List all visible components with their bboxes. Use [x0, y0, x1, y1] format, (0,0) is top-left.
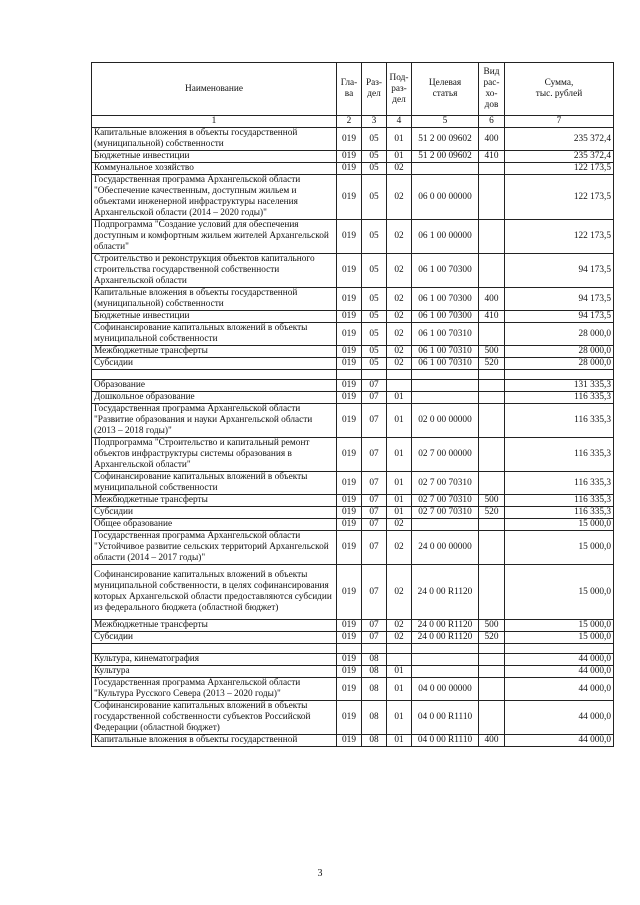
- cell-glava: 019: [337, 311, 362, 323]
- table-row: [92, 323, 614, 346]
- cell-summa: 44 000,0: [505, 735, 614, 747]
- cell-statya: 24 0 00 00000: [412, 531, 479, 565]
- cell-vid: 400: [479, 735, 505, 747]
- cell-razdel: 08: [362, 678, 387, 701]
- table-row: [92, 151, 614, 163]
- cell-glava: 019: [337, 163, 362, 175]
- cell-summa: 116 335,3: [505, 404, 614, 438]
- cell-summa: 28 000,0: [505, 346, 614, 358]
- cell-razdel: 07: [362, 507, 387, 519]
- cell-glava: 019: [337, 151, 362, 163]
- cell-podrazdel: 02: [387, 323, 412, 346]
- header-razdel: Раз- дел: [362, 63, 387, 116]
- cell-vid: [479, 220, 505, 254]
- cell-vid: [479, 472, 505, 495]
- cell-podrazdel: 01: [387, 507, 412, 519]
- cell-podrazdel: 02: [387, 311, 412, 323]
- cell-statya: [412, 163, 479, 175]
- cell-statya: [412, 380, 479, 392]
- cell-statya: 06 1 00 70310: [412, 346, 479, 358]
- cell-name: Софинансирование капитальных вложений в объекты муниципальной собственности, в целях софинансирования которых Архангельской области предоставляются субсидии из федерального бюджета (областной бюджет): [92, 565, 337, 620]
- cell-razdel: 05: [362, 128, 387, 151]
- cell-name: Подпрограмма "Строительство и капитальный ремонт объектов инфраструктуры системы образования в Архангельской области": [92, 438, 337, 472]
- column-number-row: [92, 116, 614, 128]
- cell-glava: 019: [337, 128, 362, 151]
- cell-glava: 019: [337, 678, 362, 701]
- cell-name: Субсидии: [92, 358, 337, 370]
- header-row: [92, 63, 614, 116]
- cell-summa: 44 000,0: [505, 666, 614, 678]
- cell-summa: 94 173,5: [505, 254, 614, 288]
- table-row: [92, 220, 614, 254]
- cell-name: Культура, кинематография: [92, 654, 337, 666]
- cell-podrazdel: 02: [387, 565, 412, 620]
- table-row: [92, 632, 614, 644]
- cell-glava: 019: [337, 654, 362, 666]
- cell-podrazdel: 02: [387, 358, 412, 370]
- cell-summa: 122 173,5: [505, 163, 614, 175]
- cell-summa: 94 173,5: [505, 288, 614, 311]
- cell-summa: 15 000,0: [505, 632, 614, 644]
- cell-summa: 116 335,3: [505, 472, 614, 495]
- cell-statya: 02 7 00 70310: [412, 495, 479, 507]
- table-row: [92, 404, 614, 438]
- cell-glava: 019: [337, 472, 362, 495]
- spacer-cell: [92, 644, 337, 654]
- cell-statya: 04 0 00 R1110: [412, 735, 479, 747]
- cell-glava: 019: [337, 220, 362, 254]
- header-summa: Сумма, тыс. рублей: [505, 63, 614, 116]
- table-row: [92, 392, 614, 404]
- cell-vid: [479, 392, 505, 404]
- cell-vid: 520: [479, 358, 505, 370]
- cell-vid: [479, 438, 505, 472]
- cell-vid: 500: [479, 346, 505, 358]
- cell-podrazdel: 02: [387, 175, 412, 220]
- cell-name: Межбюджетные трансферты: [92, 495, 337, 507]
- cell-podrazdel: 02: [387, 288, 412, 311]
- cell-podrazdel: 01: [387, 735, 412, 747]
- cell-summa: 122 173,5: [505, 220, 614, 254]
- cell-summa: 94 173,5: [505, 311, 614, 323]
- cell-name: Коммунальное хозяйство: [92, 163, 337, 175]
- cell-podrazdel: [387, 380, 412, 392]
- cell-glava: 019: [337, 735, 362, 747]
- cell-razdel: 07: [362, 531, 387, 565]
- cell-vid: 410: [479, 311, 505, 323]
- cell-razdel: 07: [362, 472, 387, 495]
- spacer-cell: [479, 370, 505, 380]
- cell-summa: 235 372,4: [505, 128, 614, 151]
- cell-statya: 02 7 00 70310: [412, 507, 479, 519]
- cell-podrazdel: 02: [387, 254, 412, 288]
- cell-statya: [412, 654, 479, 666]
- cell-vid: 500: [479, 620, 505, 632]
- cell-razdel: 07: [362, 404, 387, 438]
- col-number: 2: [337, 116, 362, 128]
- cell-statya: 06 1 00 70310: [412, 358, 479, 370]
- cell-statya: 06 1 00 70300: [412, 254, 479, 288]
- cell-vid: [479, 380, 505, 392]
- spacer-cell: [387, 644, 412, 654]
- cell-razdel: 05: [362, 346, 387, 358]
- cell-podrazdel: 02: [387, 220, 412, 254]
- cell-podrazdel: 02: [387, 163, 412, 175]
- cell-statya: 02 0 00 00000: [412, 404, 479, 438]
- cell-statya: 51 2 00 09602: [412, 128, 479, 151]
- cell-statya: [412, 666, 479, 678]
- spacer-cell: [412, 370, 479, 380]
- cell-vid: 400: [479, 288, 505, 311]
- cell-podrazdel: 01: [387, 151, 412, 163]
- cell-summa: 15 000,0: [505, 519, 614, 531]
- spacer-cell: [479, 644, 505, 654]
- cell-vid: [479, 519, 505, 531]
- cell-name: Софинансирование капитальных вложений в объекты государственной собственности субъектов Российской Федерации (областной бюджет): [92, 701, 337, 735]
- header-glava: Гла- ва: [337, 63, 362, 116]
- cell-razdel: 07: [362, 380, 387, 392]
- cell-glava: 019: [337, 392, 362, 404]
- table-row: [92, 701, 614, 735]
- cell-razdel: 07: [362, 565, 387, 620]
- header-podrazdel: Под- раз- дел: [387, 63, 412, 116]
- cell-name: Государственная программа Архангельской области "Устойчивое развитие сельских территорий Архангельской области (2014 – 2017 годы)": [92, 531, 337, 565]
- col-number: 5: [412, 116, 479, 128]
- cell-name: Образование: [92, 380, 337, 392]
- cell-razdel: 08: [362, 735, 387, 747]
- cell-summa: 44 000,0: [505, 701, 614, 735]
- cell-name: Капитальные вложения в объекты государственной (муниципальной) собственности: [92, 128, 337, 151]
- cell-name: Подпрограмма "Создание условий для обеспечения доступным и комфортным жильем жителей Архангельской области": [92, 220, 337, 254]
- col-number: 6: [479, 116, 505, 128]
- col-number: 7: [505, 116, 614, 128]
- cell-name: Межбюджетные трансферты: [92, 346, 337, 358]
- cell-razdel: 08: [362, 654, 387, 666]
- cell-podrazdel: 01: [387, 666, 412, 678]
- cell-glava: 019: [337, 632, 362, 644]
- cell-vid: 520: [479, 632, 505, 644]
- cell-vid: [479, 654, 505, 666]
- cell-glava: 019: [337, 254, 362, 288]
- table-row: [92, 678, 614, 701]
- cell-statya: 51 2 00 09602: [412, 151, 479, 163]
- cell-glava: 019: [337, 507, 362, 519]
- table-row: [92, 495, 614, 507]
- cell-razdel: 08: [362, 666, 387, 678]
- cell-vid: [479, 323, 505, 346]
- table-row: [92, 128, 614, 151]
- cell-vid: 410: [479, 151, 505, 163]
- cell-glava: 019: [337, 438, 362, 472]
- cell-summa: 235 372,4: [505, 151, 614, 163]
- cell-name: Государственная программа Архангельской области "Развитие образования и науки Архангельской области (2013 – 2018 годы)": [92, 404, 337, 438]
- cell-summa: 116 335,3: [505, 507, 614, 519]
- table-row: [92, 620, 614, 632]
- cell-vid: [479, 531, 505, 565]
- cell-vid: [479, 678, 505, 701]
- cell-glava: 019: [337, 495, 362, 507]
- cell-statya: 06 1 00 70300: [412, 288, 479, 311]
- cell-summa: 116 335,3: [505, 392, 614, 404]
- cell-podrazdel: 02: [387, 620, 412, 632]
- table-row: [92, 175, 614, 220]
- spacer-cell: [412, 644, 479, 654]
- spacer-cell: [387, 370, 412, 380]
- cell-summa: 44 000,0: [505, 654, 614, 666]
- cell-vid: 400: [479, 128, 505, 151]
- cell-podrazdel: 01: [387, 128, 412, 151]
- cell-name: Бюджетные инвестиции: [92, 311, 337, 323]
- cell-statya: 02 7 00 70310: [412, 472, 479, 495]
- header-vid: Вид рас- хо- дов: [479, 63, 505, 116]
- cell-glava: 019: [337, 519, 362, 531]
- cell-name: Культура: [92, 666, 337, 678]
- cell-razdel: 05: [362, 358, 387, 370]
- cell-name: Софинансирование капитальных вложений в объекты муниципальной собственности: [92, 472, 337, 495]
- cell-glava: 019: [337, 380, 362, 392]
- cell-name: Субсидии: [92, 632, 337, 644]
- cell-razdel: 05: [362, 254, 387, 288]
- cell-podrazdel: 01: [387, 404, 412, 438]
- cell-statya: 24 0 00 R1120: [412, 565, 479, 620]
- cell-razdel: 07: [362, 519, 387, 531]
- col-number: 3: [362, 116, 387, 128]
- cell-podrazdel: 01: [387, 701, 412, 735]
- table-row: [92, 288, 614, 311]
- cell-statya: 24 0 00 R1120: [412, 620, 479, 632]
- cell-razdel: 07: [362, 620, 387, 632]
- table-row: [92, 565, 614, 620]
- cell-summa: 28 000,0: [505, 323, 614, 346]
- cell-vid: 520: [479, 507, 505, 519]
- table-row: [92, 507, 614, 519]
- table-body: [92, 128, 614, 747]
- cell-razdel: 05: [362, 163, 387, 175]
- table-row: [92, 438, 614, 472]
- table-row: [92, 531, 614, 565]
- cell-podrazdel: 01: [387, 472, 412, 495]
- cell-statya: [412, 392, 479, 404]
- cell-razdel: 07: [362, 392, 387, 404]
- cell-summa: 15 000,0: [505, 565, 614, 620]
- cell-summa: 15 000,0: [505, 620, 614, 632]
- cell-razdel: 05: [362, 311, 387, 323]
- spacer-cell: [362, 370, 387, 380]
- table-row: [92, 380, 614, 392]
- cell-glava: 019: [337, 666, 362, 678]
- cell-summa: 28 000,0: [505, 358, 614, 370]
- table-row: [92, 358, 614, 370]
- cell-name: Бюджетные инвестиции: [92, 151, 337, 163]
- cell-razdel: 07: [362, 495, 387, 507]
- cell-summa: 122 173,5: [505, 175, 614, 220]
- cell-razdel: 05: [362, 323, 387, 346]
- cell-name: Капитальные вложения в объекты государственной: [92, 735, 337, 747]
- cell-statya: 04 0 00 R1110: [412, 701, 479, 735]
- cell-name: Межбюджетные трансферты: [92, 620, 337, 632]
- cell-podrazdel: 02: [387, 519, 412, 531]
- table-row: [92, 735, 614, 747]
- cell-statya: 06 1 00 70310: [412, 323, 479, 346]
- cell-vid: [479, 254, 505, 288]
- cell-podrazdel: 01: [387, 495, 412, 507]
- spacer-cell: [505, 644, 614, 654]
- cell-podrazdel: 01: [387, 438, 412, 472]
- cell-podrazdel: 02: [387, 531, 412, 565]
- cell-razdel: 05: [362, 288, 387, 311]
- table-row: [92, 654, 614, 666]
- cell-vid: [479, 175, 505, 220]
- table-row: [92, 472, 614, 495]
- table-row: [92, 311, 614, 323]
- spacer-cell: [92, 370, 337, 380]
- cell-glava: 019: [337, 288, 362, 311]
- cell-razdel: 05: [362, 151, 387, 163]
- cell-vid: 500: [479, 495, 505, 507]
- cell-statya: 06 1 00 70300: [412, 311, 479, 323]
- col-number: 4: [387, 116, 412, 128]
- cell-glava: 019: [337, 701, 362, 735]
- cell-glava: 019: [337, 175, 362, 220]
- cell-name: Строительство и реконструкция объектов капитального строительства государственной собственности Архангельской области: [92, 254, 337, 288]
- cell-glava: 019: [337, 323, 362, 346]
- cell-razdel: 05: [362, 175, 387, 220]
- cell-statya: 06 0 00 00000: [412, 175, 479, 220]
- cell-summa: 15 000,0: [505, 531, 614, 565]
- cell-statya: 04 0 00 00000: [412, 678, 479, 701]
- spacer-cell: [337, 644, 362, 654]
- col-number: 1: [92, 116, 337, 128]
- cell-glava: 019: [337, 565, 362, 620]
- cell-podrazdel: 01: [387, 678, 412, 701]
- cell-podrazdel: 02: [387, 632, 412, 644]
- spacer-cell: [337, 370, 362, 380]
- cell-vid: [479, 404, 505, 438]
- cell-vid: [479, 666, 505, 678]
- spacer-cell: [505, 370, 614, 380]
- header-statya: Целевая статья: [412, 63, 479, 116]
- cell-name: Субсидии: [92, 507, 337, 519]
- cell-summa: 116 335,3: [505, 495, 614, 507]
- cell-statya: [412, 519, 479, 531]
- cell-razdel: 07: [362, 632, 387, 644]
- cell-glava: 019: [337, 620, 362, 632]
- cell-name: Общее образование: [92, 519, 337, 531]
- table-row: [92, 666, 614, 678]
- cell-vid: [479, 565, 505, 620]
- cell-statya: 24 0 00 R1120: [412, 632, 479, 644]
- page-number: 3: [317, 868, 323, 879]
- table-row: [92, 254, 614, 288]
- cell-summa: 131 335,3: [505, 380, 614, 392]
- cell-glava: 019: [337, 531, 362, 565]
- header-name: Наименование: [92, 63, 337, 116]
- spacer-row: [92, 370, 614, 380]
- table-row: [92, 163, 614, 175]
- table-row: [92, 346, 614, 358]
- cell-statya: 02 7 00 00000: [412, 438, 479, 472]
- table-row: [92, 519, 614, 531]
- cell-glava: 019: [337, 404, 362, 438]
- cell-razdel: 08: [362, 701, 387, 735]
- cell-vid: [479, 163, 505, 175]
- cell-razdel: 07: [362, 438, 387, 472]
- cell-razdel: 05: [362, 220, 387, 254]
- cell-podrazdel: [387, 654, 412, 666]
- cell-name: Государственная программа Архангельской области "Обеспечение качественным, доступным жильем и объектами инженерной инфраструктуры населения Архангельской области (2014 – 2020 годы)": [92, 175, 337, 220]
- cell-vid: [479, 701, 505, 735]
- cell-podrazdel: 01: [387, 392, 412, 404]
- cell-glava: 019: [337, 346, 362, 358]
- cell-summa: 44 000,0: [505, 678, 614, 701]
- cell-podrazdel: 02: [387, 346, 412, 358]
- budget-table: [91, 62, 614, 747]
- cell-name: Государственная программа Архангельской области "Культура Русского Севера (2013 – 2020 годы)": [92, 678, 337, 701]
- spacer-row: [92, 644, 614, 654]
- cell-summa: 116 335,3: [505, 438, 614, 472]
- cell-name: Дошкольное образование: [92, 392, 337, 404]
- cell-name: Софинансирование капитальных вложений в объекты муниципальной собственности: [92, 323, 337, 346]
- spacer-cell: [362, 644, 387, 654]
- cell-statya: 06 1 00 00000: [412, 220, 479, 254]
- cell-name: Капитальные вложения в объекты государственной (муниципальной) собственности: [92, 288, 337, 311]
- cell-glava: 019: [337, 358, 362, 370]
